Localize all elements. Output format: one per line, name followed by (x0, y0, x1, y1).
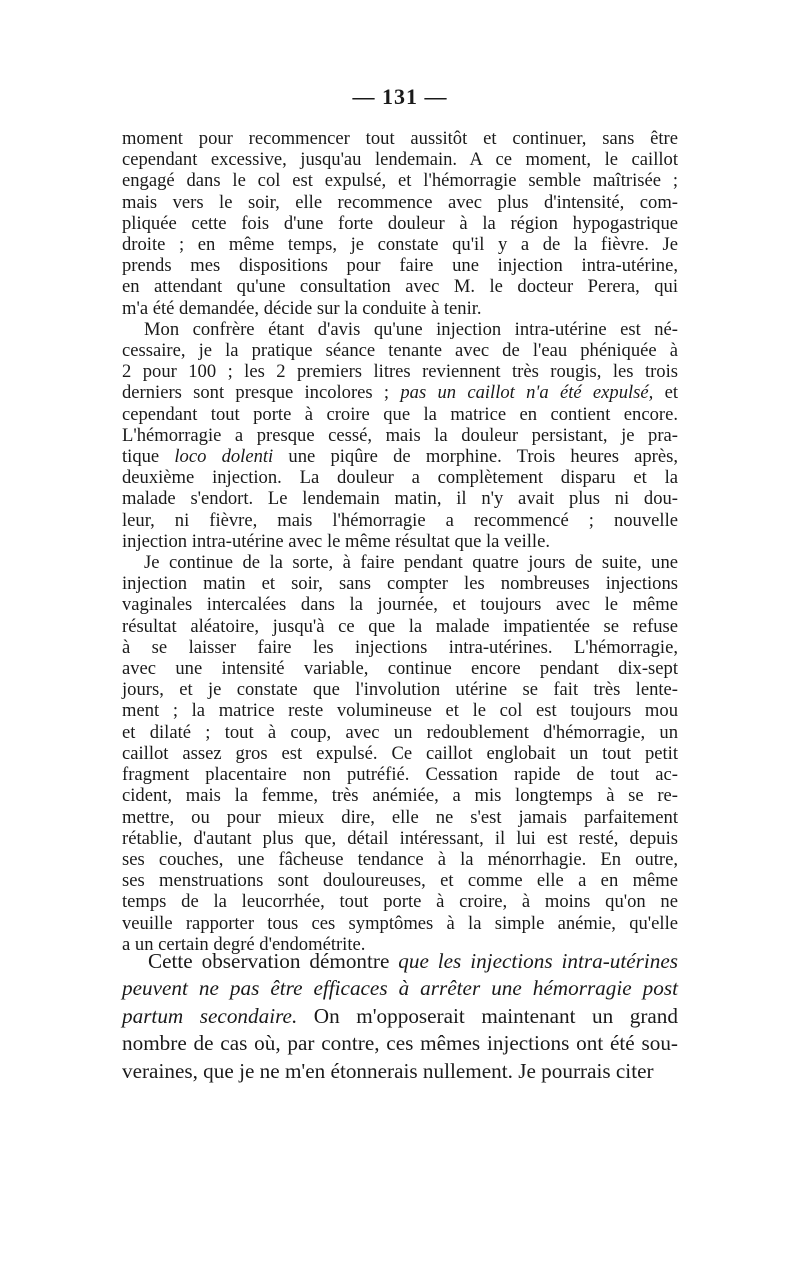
text-line: rétablie, d'autant plus que, détail intéressant, il lui est resté, depuis (122, 827, 678, 849)
text-line: Mon confrère étant d'avis qu'une injection intra-utérine est né- (144, 318, 678, 340)
text-line: peuvent ne pas être efficaces à arrêter une hémorragie post (122, 976, 678, 1001)
text-line: en attendant qu'une consultation avec M. le docteur Perera, qui (122, 276, 678, 298)
text-line: 2 pour 100 ; les 2 premiers litres reviennent très rougis, les trois (122, 361, 678, 383)
text-line: et dilaté ; tout à coup, avec un redoublement d'hémorragie, un (122, 721, 678, 743)
text-line: Cette observation démontre que les injections intra-utérines (148, 949, 679, 973)
text-line: avec une intensité variable, continue encore pendant dix-sept (122, 658, 678, 680)
paragraph-p2 (122, 319, 678, 552)
text-line: partum secondaire. On m'opposerait maintenant un grand (122, 1003, 678, 1028)
text-line: ses menstruations sont douloureuses, et comme elle a en même (122, 870, 678, 892)
paragraph-p4 (122, 948, 678, 1085)
text-line: ses couches, une fâcheuse tendance à la ménorrhagie. En outre, (122, 848, 678, 870)
text-line: vaginales intercalées dans la journée, et toujours avec le même (122, 594, 678, 616)
paragraph-p1 (122, 128, 678, 319)
text-line: cependant excessive, jusqu'au lendemain. A ce moment, le caillot (122, 149, 678, 171)
text-line: L'hémorragie a presque cessé, mais la douleur persistant, je pra- (122, 424, 678, 446)
text-line: injection intra-utérine avec le même résultat que la veille. (122, 530, 550, 552)
text-line: pliquée cette fois d'une forte douleur à la région hypogastrique (122, 212, 678, 234)
text-line: deuxième injection. La douleur a complètement disparu et la (122, 467, 678, 489)
text-line: Je continue de la sorte, à faire pendant quatre jours de suite, une (144, 552, 678, 574)
text-line: droite ; en même temps, je constate qu'il y a de la fièvre. Je (122, 234, 678, 256)
text-block-conclusion (122, 948, 678, 1085)
text-line: nombre de cas où, par contre, ces mêmes injections ont été sou- (122, 1031, 678, 1056)
text-line: ment ; la matrice reste volumineuse et le col est toujours mou (122, 700, 678, 722)
text-line: engagé dans le col est expulsé, et l'hémorragie semble maîtrisée ; (122, 170, 678, 192)
text-line: à se laisser faire les injections intra-utérines. L'hémorragie, (122, 636, 678, 658)
text-line: caillot assez gros est expulsé. Ce caillot englobait un tout petit (122, 742, 678, 764)
text-line: injection matin et soir, sans compter les nombreuses injections (122, 573, 678, 595)
text-line: cependant tout porte à croire que la matrice en contient encore. (122, 403, 678, 425)
text-line: prends mes dispositions pour faire une injection intra-utérine, (122, 255, 678, 277)
text-line: derniers sont presque incolores ; pas un caillot n'a été expulsé, et (122, 382, 678, 404)
text-line: mettre, ou pour mieux dire, elle ne s'est jamais parfaitement (122, 806, 678, 828)
text-line: m'a été demandée, décide sur la conduite à tenir. (122, 297, 482, 319)
page-number: — 131 — (352, 84, 448, 109)
text-line: a un certain degré d'endométrite. (122, 933, 366, 955)
text-block-observation (122, 128, 678, 955)
text-line: tique loco dolenti une piqûre de morphine. Trois heures après, (122, 446, 678, 468)
text-line: temps de la leucorrhée, tout porte à croire, à moins qu'on ne (122, 891, 678, 913)
text-line: malade s'endort. Le lendemain matin, il n'y avait plus ni dou- (122, 488, 678, 510)
text-line: leur, ni fièvre, mais l'hémorragie a recommencé ; nouvelle (122, 509, 678, 531)
text-line: fragment placentaire non putréfié. Cessation rapide de tout ac- (122, 764, 678, 786)
text-line: cessaire, je la pratique séance tenante avec de l'eau phéniquée à (122, 340, 678, 362)
text-line: veraines, que je ne m'en étonnerais nullement. Je pourrais citer (122, 1058, 654, 1083)
text-line: veuille rapporter tous ces symptômes à la simple anémie, qu'elle (122, 912, 678, 934)
text-line: cident, mais la femme, très anémiée, a mis longtemps à se re- (122, 785, 678, 807)
text-line: jours, et je constate que l'involution utérine se fait très lente- (122, 679, 678, 701)
text-line: mais vers le soir, elle recommence avec plus d'intensité, com- (122, 191, 678, 213)
text-line: moment pour recommencer tout aussitôt et continuer, sans être (122, 128, 678, 149)
text-line: résultat aléatoire, jusqu'à ce que la malade impatientée se refuse (122, 615, 678, 637)
paragraph-p3 (122, 552, 678, 955)
